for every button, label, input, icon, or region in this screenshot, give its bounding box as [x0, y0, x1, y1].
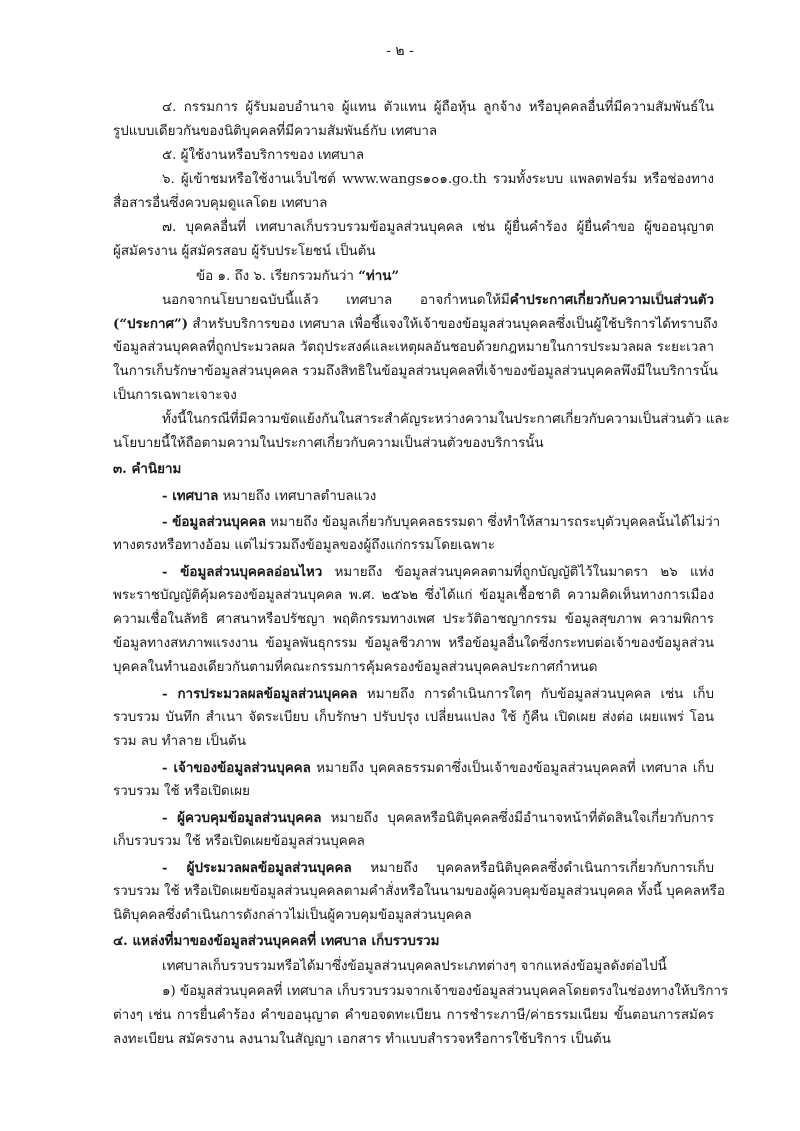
- notice-line-6: ทั้งนี้ในกรณีที่มีความขัดแย้งกันในสาระสำคัญระหว่างความในประกาศเกี่ยวกับความเป็นส่วนตัว และ: [162, 412, 730, 427]
- notice-line-3: ข้อมูลส่วนบุคคลที่ถูกประมวลผล วัตถุประสงค์และเหตุผลอันชอบด้วยกฎหมายในการประมวลผล ระยะเวลา: [113, 340, 714, 355]
- definition-personal-data-line-2: ทางตรงหรือทางอ้อม แต่ไม่รวมถึงข้อมูลของผู้ถึงแก่กรรมโดยเฉพาะ: [113, 538, 495, 553]
- definition-sensitive-data: - ข้อมูลส่วนบุคคลอ่อนไหว หมายถึง ข้อมูลส่วนบุคคลตามที่ถูกบัญญัติไว้ในมาตรา ๒๖ แห่ง: [162, 564, 715, 580]
- definition-sensitive-data-line-2: พระราชบัญญัติคุ้มครองข้อมูลส่วนบุคคล พ.ศ. ๒๕๖๒ ซึ่งได้แก่ ข้อมูลเชื้อชาติ ความคิดเห็นทางการเมือง: [113, 588, 714, 603]
- item-4-line-2: รูปแบบเดียวกันของนิติบุคคลที่มีความสัมพันธ์กับ เทศบาล: [113, 124, 438, 139]
- notice-line-7: นโยบายนี้ให้ถือตามความในประกาศเกี่ยวกับความเป็นส่วนตัวของบริการนั้น: [113, 436, 544, 451]
- item-7-line-2: ผู้สมัครงาน ผู้สมัครสอบ ผู้รับประโยชน์ เป็นต้น: [113, 244, 376, 259]
- definitions-heading: ๓. คำนิยาม: [113, 461, 182, 477]
- definition-data-subject: - เจ้าของข้อมูลส่วนบุคคล หมายถึง บุคคลธรรมดาซึ่งเป็นเจ้าของข้อมูลส่วนบุคคลที่ เทศบาล เก็บ: [162, 760, 715, 776]
- item-5: ๕. ผู้ใช้งานหรือบริการของ เทศบาล: [162, 148, 365, 163]
- definition-sensitive-data-line-5: บุคคลในทำนองเดียวกันตามที่คณะกรรมการคุ้มครองข้อมูลส่วนบุคคลประกาศกำหนด: [113, 660, 598, 675]
- collective-term-text: ข้อ ๑. ถึง ๖. เรียกรวมกันว่า: [196, 269, 359, 284]
- notice-line-1: นอกจากนโยบายฉบับนี้แล้ว เทศบาล อาจกำหนดให้มีคำประกาศเกี่ยวกับความเป็นส่วนตัว: [162, 292, 714, 308]
- collective-term-bold: “ท่าน”: [358, 268, 400, 284]
- definition-processing-line-3: รวม ลบ ทำลาย เป็นต้น: [113, 734, 247, 749]
- definition-processor-line-3: นิติบุคคลซึ่งดำเนินการดังกล่าวไม่เป็นผู้ควบคุมข้อมูลส่วนบุคคล: [113, 908, 472, 923]
- page-number: - ๒ -: [386, 43, 414, 59]
- definition-data-subject-line-2: รวบรวม ใช้ หรือเปิดเผย: [113, 784, 250, 799]
- definition-personal-data: - ข้อมูลส่วนบุคคล หมายถึง ข้อมูลเกี่ยวกับบุคคลธรรมดา ซึ่งทำให้สามารถระบุตัวบุคคลนั้นได้ไม่ว่า: [162, 514, 721, 530]
- notice-line-4: ในการเก็บรักษาข้อมูลส่วนบุคคล รวมถึงสิทธิในข้อมูลส่วนบุคคลที่เจ้าของข้อมูลส่วนบุคคลพึงมีในบริการนั้น: [113, 364, 718, 379]
- item-6-line-2: สื่อสารอื่นซึ่งควบคุมดูแลโดย เทศบาล: [113, 196, 328, 211]
- definition-municipality: - เทศบาล หมายถึง เทศบาลตำบลแวง: [162, 488, 377, 504]
- notice-line-2: (“ประกาศ”) สำหรับบริการของ เทศบาล เพื่อชี้แจงให้เจ้าของข้อมูลส่วนบุคคลซึ่งเป็นผู้ใช้บริการได้ทราบถึง: [113, 316, 718, 332]
- sources-intro: เทศบาลเก็บรวบรวมหรือได้มาซึ่งข้อมูลส่วนบุคคลประเภทต่างๆ จากแหล่งข้อมูลดังต่อไปนี้: [162, 959, 667, 974]
- notice-line-5: เป็นการเฉพาะเจาะจง: [113, 388, 237, 403]
- collective-term-line: [196, 266, 399, 287]
- definition-sensitive-data-line-3: ความเชื่อในลัทธิ ศาสนาหรือปรัชญา พฤติกรรมทางเพศ ประวัติอาชญากรรม ข้อมูลสุขภาพ ความพิการ: [113, 612, 714, 627]
- definition-processing: - การประมวลผลข้อมูลส่วนบุคคล หมายถึง การดำเนินการใดๆ กับข้อมูลส่วนบุคคล เช่น เก็บ: [162, 686, 714, 702]
- sources-heading: ๔. แหล่งที่มาของข้อมูลส่วนบุคคลที่ เทศบาล เก็บรวบรวม: [113, 933, 440, 949]
- definition-controller: - ผู้ควบคุมข้อมูลส่วนบุคคล หมายถึง บุคคลหรือนิติบุคคลซึ่งมีอำนาจหน้าที่ตัดสินใจเกี่ยวกับการ: [162, 810, 714, 826]
- definition-processing-line-2: รวบรวม บันทึก สำเนา จัดระเบียบ เก็บรักษา ปรับปรุง เปลี่ยนแปลง ใช้ กู้คืน เปิดเผย ส่งต่อ เผยแพร่ โอน: [113, 710, 714, 725]
- item-4-line-1: ๔. กรรมการ ผู้รับมอบอำนาจ ผู้แทน ตัวแทน ผู้ถือหุ้น ลูกจ้าง หรือบุคคลอื่นที่มีความสัมพันธ์ใน: [162, 100, 714, 115]
- definition-processor-line-2: รวบรวม ใช้ หรือเปิดเผยข้อมูลส่วนบุคคลตามคำสั่งหรือในนามของผู้ควบคุมข้อมูลส่วนบุคคล ทั้งนี้ บุคคลหรือ: [113, 884, 725, 899]
- source-item-1-line-2: ต่างๆ เช่น การยื่นคำร้อง คำขออนุญาต คำขอจดทะเบียน การชำระภาษี/ค่าธรรมเนียม ขั้นตอนการสมัคร: [113, 1008, 714, 1023]
- definition-processor: - ผู้ประมวลผลข้อมูลส่วนบุคคล หมายถึง บุคคลหรือนิติบุคคลซึ่งดำเนินการเกี่ยวกับการเก็บ: [162, 860, 714, 876]
- source-item-1-line-1: ๑) ข้อมูลส่วนบุคคลที่ เทศบาล เก็บรวบรวมจากเจ้าของข้อมูลส่วนบุคคลโดยตรงในช่องทางให้บริการ: [162, 984, 729, 999]
- item-6-line-1: ๖. ผู้เข้าชมหรือใช้งานเว็บไซต์ www.wangs๑๐๑.go.th รวมทั้งระบบ แพลตฟอร์ม หรือช่องทาง: [162, 172, 714, 187]
- definition-controller-line-2: เก็บรวบรวม ใช้ หรือเปิดเผยข้อมูลส่วนบุคคล: [113, 834, 365, 849]
- definition-sensitive-data-line-4: ข้อมูลทางสหภาพแรงงาน ข้อมูลพันธุกรรม ข้อมูลชีวภาพ หรือข้อมูลอื่นใดซึ่งกระทบต่อเจ้าของข้อมูลส่วน: [113, 636, 714, 651]
- source-item-1-line-3: ลงทะเบียน สมัครงาน ลงนามในสัญญา เอกสาร ทำแบบสำรวจหรือการใช้บริการ เป็นต้น: [113, 1032, 611, 1047]
- item-7-line-1: ๗. บุคคลอื่นที่ เทศบาลเก็บรวบรวมข้อมูลส่วนบุคคล เช่น ผู้ยื่นคำร้อง ผู้ยื่นคำขอ ผู้ขออนุญาต: [162, 220, 714, 235]
